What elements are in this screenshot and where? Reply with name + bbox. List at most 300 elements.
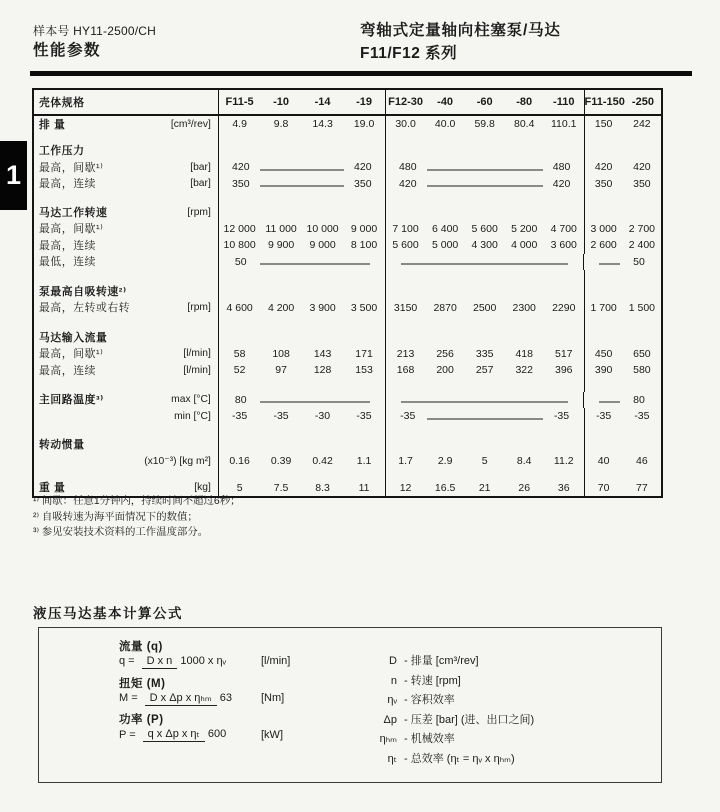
table-row [34,254,661,271]
legend-symbol: ηₕₘ [379,733,397,745]
cell-value: 420 [399,177,417,190]
row-header-cell [34,221,218,238]
cell-value: 80 [234,393,247,406]
section-cell [584,453,662,470]
cell-value: 350 [232,177,250,190]
spec-table [32,88,663,498]
column-header: -60 [476,96,493,108]
table-row [34,392,661,409]
cell-value: 335 [475,347,494,360]
head-sec-f11b [584,90,662,114]
cell-value: 1 500 [628,301,656,314]
legend-row [357,730,534,750]
column-header: F11-150 [584,96,625,108]
spacer-row [34,425,661,437]
cell-value: 8.3 [315,481,330,494]
row-header-cell [34,204,218,221]
cell-value: 14.3 [312,118,333,131]
cell-value: 1 700 [590,301,617,314]
chapter-tab: 1 [0,141,27,210]
row-header-cell [34,300,218,317]
legend-symbol: ηₜ [387,752,397,765]
cell-value: 390 [594,364,613,377]
legend-row [357,691,534,711]
cell-value: 322 [515,364,533,377]
range-line [427,418,543,419]
legend-row [357,652,534,672]
row-unit: [l/min] [183,348,211,360]
spacer-row [34,316,661,329]
formula-equation [119,692,359,705]
table-row [34,176,661,193]
cell-value: 16.5 [434,481,456,494]
spec-table-body [34,116,661,496]
table-row [34,408,661,425]
formula-list [119,638,359,748]
cell-value: 12 [399,481,412,494]
section-cell [385,425,584,437]
cell-value: 171 [355,347,373,360]
cell-value: 30.0 [395,118,416,131]
cell-value: 7 100 [392,222,419,235]
row-unit: max [°C] [171,394,211,406]
cell-value: 5 [236,481,243,494]
row-header-cell [34,453,218,470]
range-line [427,186,543,187]
cell-value: 5 600 [471,222,498,235]
row-header-cell [34,254,218,271]
section-cell [584,159,661,176]
fraction-numerator: D x n [142,655,178,669]
row-header-cell [34,437,218,454]
cell-value: 7.5 [273,481,289,494]
section-cell [385,221,584,238]
cell-value: 350 [633,177,651,190]
section-cell [218,237,385,254]
cell-value: 3 500 [350,301,378,314]
cell-value: 21 [478,481,491,494]
section-cell [385,329,584,346]
range-line [260,402,370,403]
section-cell [218,316,385,329]
range-line [401,264,569,265]
cell-value: -35 [273,410,289,423]
legend-desc: - 总效率 (ηₜ = ηᵥ x ηₕₘ) [404,752,515,765]
formula-name: 扭矩 (M) [119,677,166,690]
row-header-cell [34,237,218,254]
section-cell [584,480,662,497]
cell-value: 480 [399,161,417,174]
section-cell [385,379,584,392]
section-cell [218,408,385,425]
formula-unit: [l/min] [261,655,291,668]
formula-lhs: P = [119,728,136,741]
formula-section-title: 液压马达基本计算公式 [33,606,183,621]
cell-value: 3 900 [309,301,336,314]
cell-value: 8 100 [350,239,378,252]
series-title: F11/F12 系列 [360,45,458,62]
section-cell [385,392,584,409]
section-cell [385,159,584,176]
cell-value: 40 [597,455,610,468]
fraction-numerator: D x Δp x ηₕₘ [145,692,217,706]
section-cell [385,283,584,300]
row-label: 最高，连续 [39,178,96,191]
legend-symbol: Δp [383,713,397,726]
section-cell [385,300,584,317]
cell-value: 4 200 [267,301,295,314]
formula-lhs: M = [119,691,138,704]
cell-value: 143 [313,347,332,360]
cell-value: 450 [594,347,613,360]
cell-value: -35 [400,410,416,423]
section-cell [385,470,584,480]
formula-fraction [145,692,232,705]
row-label: 工作压力 [39,145,85,158]
section-cell [584,221,662,238]
section-cell [218,300,385,317]
cell-value: 580 [633,364,651,377]
cell-value: 52 [233,364,246,377]
section-cell [218,346,385,363]
cell-value: 256 [436,347,454,360]
row-unit: [rpm] [187,302,211,314]
row-unit: [bar] [190,161,211,173]
cell-value: 2 700 [628,222,656,235]
cell-value: 0.39 [270,455,292,468]
formula-fraction [142,655,227,668]
table-row [34,204,661,221]
table-row [34,283,661,300]
cell-value: 153 [355,364,373,377]
cell-value: 150 [594,118,613,131]
row-header-cell [34,270,218,283]
formula-equation [119,728,359,741]
row-unit: min [°C] [174,410,211,422]
cell-value: 5 200 [511,222,538,235]
formula-equation [119,655,359,668]
footnote-2: ²⁾ 自吸转速为海平面情况下的数值； [33,511,198,523]
row-header-cell [34,346,218,363]
section-cell [218,379,385,392]
row-label: 最高，连续 [39,239,96,252]
section-cell [218,329,385,346]
cell-value: 2 400 [628,239,656,252]
table-row [34,362,661,379]
column-header: F12-30 [388,96,423,108]
cell-value: 0.42 [312,455,333,468]
cell-value: 4 600 [226,301,253,314]
section-cell [218,176,385,193]
section-cell [218,192,385,204]
cell-value: 9 900 [267,239,295,252]
row-header-cell [34,379,218,392]
row-header-cell [34,143,218,160]
cell-value: 3150 [393,301,418,314]
footnote-1: ¹⁾ 间歇：任意1分钟内，持续时间不超过6秒； [33,496,241,507]
spacer-row [34,379,661,392]
row-header-cell [34,470,218,480]
footnote-3: ³⁾ 参见安装技术资料的工作温度部分。 [33,527,209,538]
row-label: 马达工作转速 [39,206,108,219]
section-cell [385,143,584,160]
section-cell [218,270,385,283]
section-cell [218,116,385,133]
cell-value: 4 300 [471,239,498,252]
cell-value: 350 [354,177,372,190]
cell-value: 5 [481,455,488,468]
section-cell [584,116,662,133]
cell-value: 5 600 [392,239,419,252]
section-cell [583,254,661,271]
row-header-cell [34,116,218,133]
cell-value: 0.16 [229,455,250,468]
formula-flow [119,638,359,668]
row-header-cell [34,316,218,329]
range-line [401,402,569,403]
cell-value: 2870 [433,301,457,314]
cell-value: 9 000 [350,222,378,235]
cell-value: 50 [234,255,247,268]
range-line [260,169,344,170]
section-cell [385,316,584,329]
row-header-cell [34,283,218,300]
fraction-denominator: 63 [219,691,233,704]
cell-value: 420 [232,161,250,174]
table-row [34,300,661,317]
legend-desc: - 压差 [bar] (进、出口之间) [404,713,535,726]
section-cell [385,408,584,425]
fraction-denominator: 600 [207,728,227,741]
doc-number: 样本号 HY11-2500/CH [33,24,157,38]
row-header-cell [34,176,218,193]
section-cell [584,204,662,221]
corner-cell [34,90,218,114]
cell-value: 200 [436,364,454,377]
range-line [427,169,543,170]
row-unit: (x10⁻³) [kg m²] [144,456,211,468]
section-cell [385,237,584,254]
cell-value: 1.7 [398,455,413,468]
section-cell [584,143,662,160]
section-cell [218,159,385,176]
row-label: 泵最高自吸转速²⁾ [39,285,127,298]
cell-value: 6 400 [431,222,459,235]
cell-value: 2.9 [437,455,453,468]
cell-value: -35 [634,410,650,423]
cell-value: 9 000 [309,239,336,252]
row-label: 最高，间歇¹⁾ [39,223,104,236]
cell-value: 50 [633,255,645,268]
row-unit: [l/min] [183,364,211,376]
row-header-cell [34,425,218,437]
section-cell [584,237,662,254]
formula-name: 流量 (q) [119,641,163,653]
cell-value: 418 [515,347,533,360]
product-title: 弯轴式定量轴向柱塞泵/马达 [360,22,561,39]
cell-value: 257 [475,364,494,377]
row-header-cell [34,133,218,143]
cell-value: -30 [314,410,331,423]
cell-value: 26 [518,481,531,494]
section-cell [218,425,385,437]
formula-name: 功率 (P) [119,714,164,727]
cell-value: 650 [633,347,651,360]
section-cell [218,470,385,480]
cell-value: -35 [356,410,372,423]
table-row [34,437,661,454]
section-cell [385,116,584,133]
formula-unit: [Nm] [261,691,285,704]
row-label: 重 量 [39,482,66,495]
cell-value: 213 [396,347,415,360]
section-cell [584,133,662,143]
cell-value: 420 [633,161,651,174]
formula-fraction [143,728,227,741]
cell-value: -35 [596,410,612,423]
corner-label: 壳体规格 [39,96,85,109]
cell-value: 8.4 [516,455,532,468]
cell-value: 80 [633,393,645,406]
formula-lhs: q = [119,655,135,668]
column-header: -110 [553,96,575,108]
cell-value: 46 [636,455,648,468]
section-cell [385,480,584,497]
row-unit: [rpm] [187,206,211,218]
legend-row [357,750,534,770]
head-sec-f12 [385,90,584,114]
section-cell [584,425,662,437]
cell-value: 1.1 [356,455,372,468]
fraction-denominator: 1000 x ηᵥ [180,655,227,667]
section-cell [385,346,584,363]
formula-box [38,627,662,783]
cell-value: 3 600 [550,239,577,252]
legend-symbol: ηᵥ [387,694,397,706]
formula-torque [119,675,359,705]
cell-value: 80.4 [513,118,535,131]
section-cell [218,133,385,143]
page-title: 性能参数 [33,42,102,59]
row-unit: [kg] [194,482,211,494]
table-row [34,346,661,363]
section-cell [584,379,662,392]
cell-value: 2 600 [590,239,617,252]
table-row [34,329,661,346]
section-cell [218,204,385,221]
section-cell [218,254,385,271]
section-cell [584,270,662,283]
row-label: 最高，连续 [39,364,96,377]
cell-value: 11.2 [553,455,574,468]
footnotes [33,494,241,541]
section-cell [218,480,385,497]
section-cell [385,437,584,454]
legend-row [357,672,534,692]
section-cell [584,283,662,300]
table-row [34,237,661,254]
cell-value: 2300 [512,301,536,314]
column-header: -10 [273,96,290,108]
row-unit: [bar] [190,178,211,190]
spacer-row [34,192,661,204]
cell-value: 4 000 [511,239,538,252]
cell-value: 5 000 [431,239,459,252]
row-label: 最高，左转或右转 [39,302,131,315]
cell-value: 59.8 [474,118,495,131]
row-label: 最高，间歇¹⁾ [39,348,104,361]
section-cell [218,362,385,379]
section-cell [584,470,662,480]
cell-value: 517 [554,347,573,360]
section-cell [385,133,584,143]
row-header-cell [34,392,218,409]
legend-symbol: n [390,674,397,687]
row-label: 排 量 [39,118,66,131]
cell-value: 9.8 [273,118,289,131]
head-sec-f11 [218,90,385,114]
section-cell [385,176,584,193]
cell-value: 19.0 [353,118,375,131]
column-header: F11-5 [225,96,254,108]
legend-desc: - 转速 [rpm] [404,674,461,687]
legend-row [357,711,534,731]
legend-symbol: D [389,655,397,667]
cell-value: 10 000 [306,222,339,235]
cell-value: 396 [554,364,573,377]
row-unit: [cm³/rev] [170,118,211,130]
cell-value: 12 000 [223,222,256,235]
table-row [34,159,661,176]
formula-unit: [kW] [261,728,283,741]
section-cell [583,392,661,409]
section-cell [584,316,662,329]
section-cell [385,270,584,283]
cell-value: 480 [552,161,571,174]
spacer-row [34,470,661,480]
fraction-numerator: q x Δp x ηₜ [143,728,205,742]
legend-desc: - 排量 [cm³/rev] [404,655,479,667]
section-cell [218,143,385,160]
spacer-row [34,133,661,143]
column-header: -19 [356,96,373,108]
cell-value: 11 000 [265,222,297,235]
cell-value: 40.0 [434,118,456,131]
cell-value: 97 [275,364,287,377]
section-cell [385,204,584,221]
row-label: 最低，连续 [39,256,96,269]
cell-value: 4.9 [232,118,247,131]
column-header: -250 [631,96,654,108]
section-cell [584,408,661,425]
row-label: 最高，间歇¹⁾ [39,161,104,174]
cell-value: 420 [552,177,571,190]
spec-table-header-row [34,90,661,116]
section-cell [584,437,662,454]
section-cell [218,453,385,470]
range-line [599,402,620,403]
cell-value: 168 [396,364,415,377]
row-header-cell [34,192,218,204]
section-cell [218,221,385,238]
legend-desc: - 容积效率 [404,694,455,706]
cell-value: 58 [233,347,246,360]
section-cell [385,254,584,271]
cell-value: 128 [313,364,332,377]
table-row [34,143,661,160]
row-header-cell [34,408,218,425]
symbol-legend [357,652,534,769]
